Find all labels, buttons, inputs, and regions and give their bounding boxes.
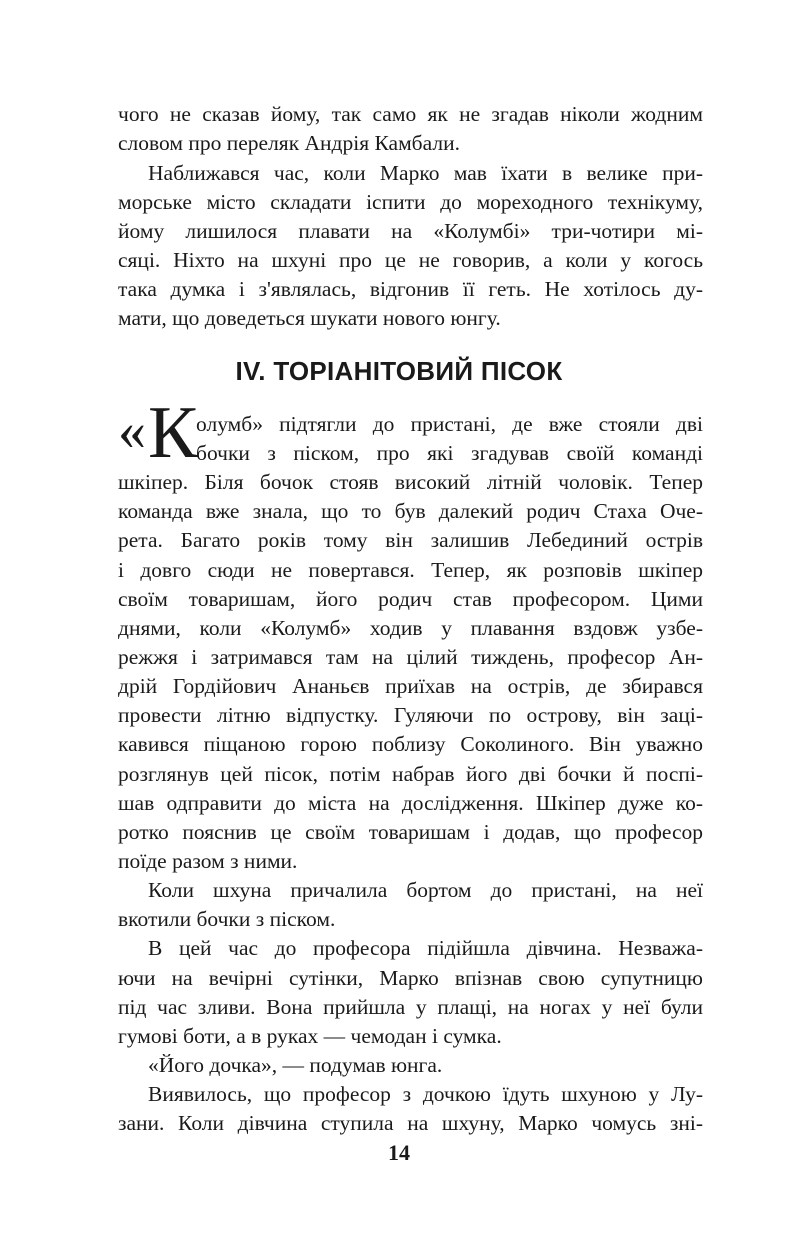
text-line: мати, що доведеться шукати нового юнгу. [118, 306, 501, 330]
text-line: дрій Гордійович Ананьєв приїхав на острів, де збирався [118, 674, 703, 698]
text-line: Наближався час, коли Марко мав їхати в велике при- [148, 161, 703, 185]
text-line: і довго сюди не повертався. Тепер, як розповів шкіпер [118, 558, 703, 582]
text-line: ротко пояснив це своїм товаришам і додав, що професор [118, 820, 703, 844]
text-line: зани. Коли дівчина ступила на шхуну, Марко чомусь зні- [118, 1111, 703, 1135]
text-line: поїде разом з ними. [118, 849, 298, 873]
text-line: провести літню відпустку. Гуляючи по острову, він заці- [118, 703, 703, 727]
text-line: шав одправити до міста на дослідження. Шкіпер дуже ко- [118, 791, 703, 815]
text-line: «Його дочка», — подумав юнга. [148, 1053, 443, 1077]
text-line: днями, коли «Колумб» ходив у плавання вздовж узбе- [118, 616, 703, 640]
chapter-heading: IV. ТОРІАНІТОВИЙ ПІСОК [235, 356, 563, 386]
text-line: своїм товаришам, його родич став професором. Цими [118, 587, 703, 611]
text-line: бочки з піском, про які згадував своїй команді [196, 441, 703, 465]
drop-cap-letter: К [148, 392, 198, 474]
text-line: словом про переляк Андрія Камбали. [118, 131, 460, 155]
text-line: чого не сказав йому, так само як не згадав ніколи жодним [118, 102, 703, 126]
text-line: під час зливи. Вона прийшла у плащі, на ногах у неї були [118, 995, 703, 1019]
text-line: розглянув цей пісок, потім набрав його дві бочки й поспі- [118, 762, 703, 786]
page-number: 14 [388, 1140, 410, 1165]
text-line: кавився піщаною горою поблизу Соколиного. Він уважно [118, 732, 703, 756]
text-line: сяці. Ніхто на шхуні про це не говорив, а коли у когось [118, 248, 703, 272]
text-line: Коли шхуна причалила бортом до пристані, на неї [148, 878, 703, 902]
text-line: вкотили бочки з піском. [118, 907, 336, 931]
text-line: гумові боти, а в руках — чемодан і сумка. [118, 1024, 502, 1048]
text-line: режжя і затримався там на цілий тиждень, професор Ан- [118, 645, 703, 669]
text-line: В цей час до професора підійшла дівчина. Незважа- [148, 936, 703, 960]
text-line: олумб» підтягли до пристані, де вже стояли дві [196, 412, 703, 436]
drop-cap [118, 392, 198, 474]
text-line: морське місто складати іспити до мореходного технікуму, [118, 190, 703, 214]
text-line: Виявилось, що професор з дочкою їдуть шхуною у Лу- [148, 1082, 703, 1106]
text-line: така думка і з'являлась, відгонив її геть. Не хотілось ду- [118, 277, 703, 301]
drop-cap-quote: « [118, 400, 146, 462]
text-line: рета. Багато років тому він залишив Лебединий острів [118, 528, 703, 552]
text-line: йому лишилося плавати на «Колумбі» три-чотири мі- [118, 219, 703, 243]
text-line: ючи на вечірні сутінки, Марко впізнав свою супутницю [118, 966, 703, 990]
text-line: шкіпер. Біля бочок стояв високий літній чоловік. Тепер [118, 470, 703, 494]
text-line: команда вже знала, що то був далекий родич Стаха Оче- [118, 499, 703, 523]
